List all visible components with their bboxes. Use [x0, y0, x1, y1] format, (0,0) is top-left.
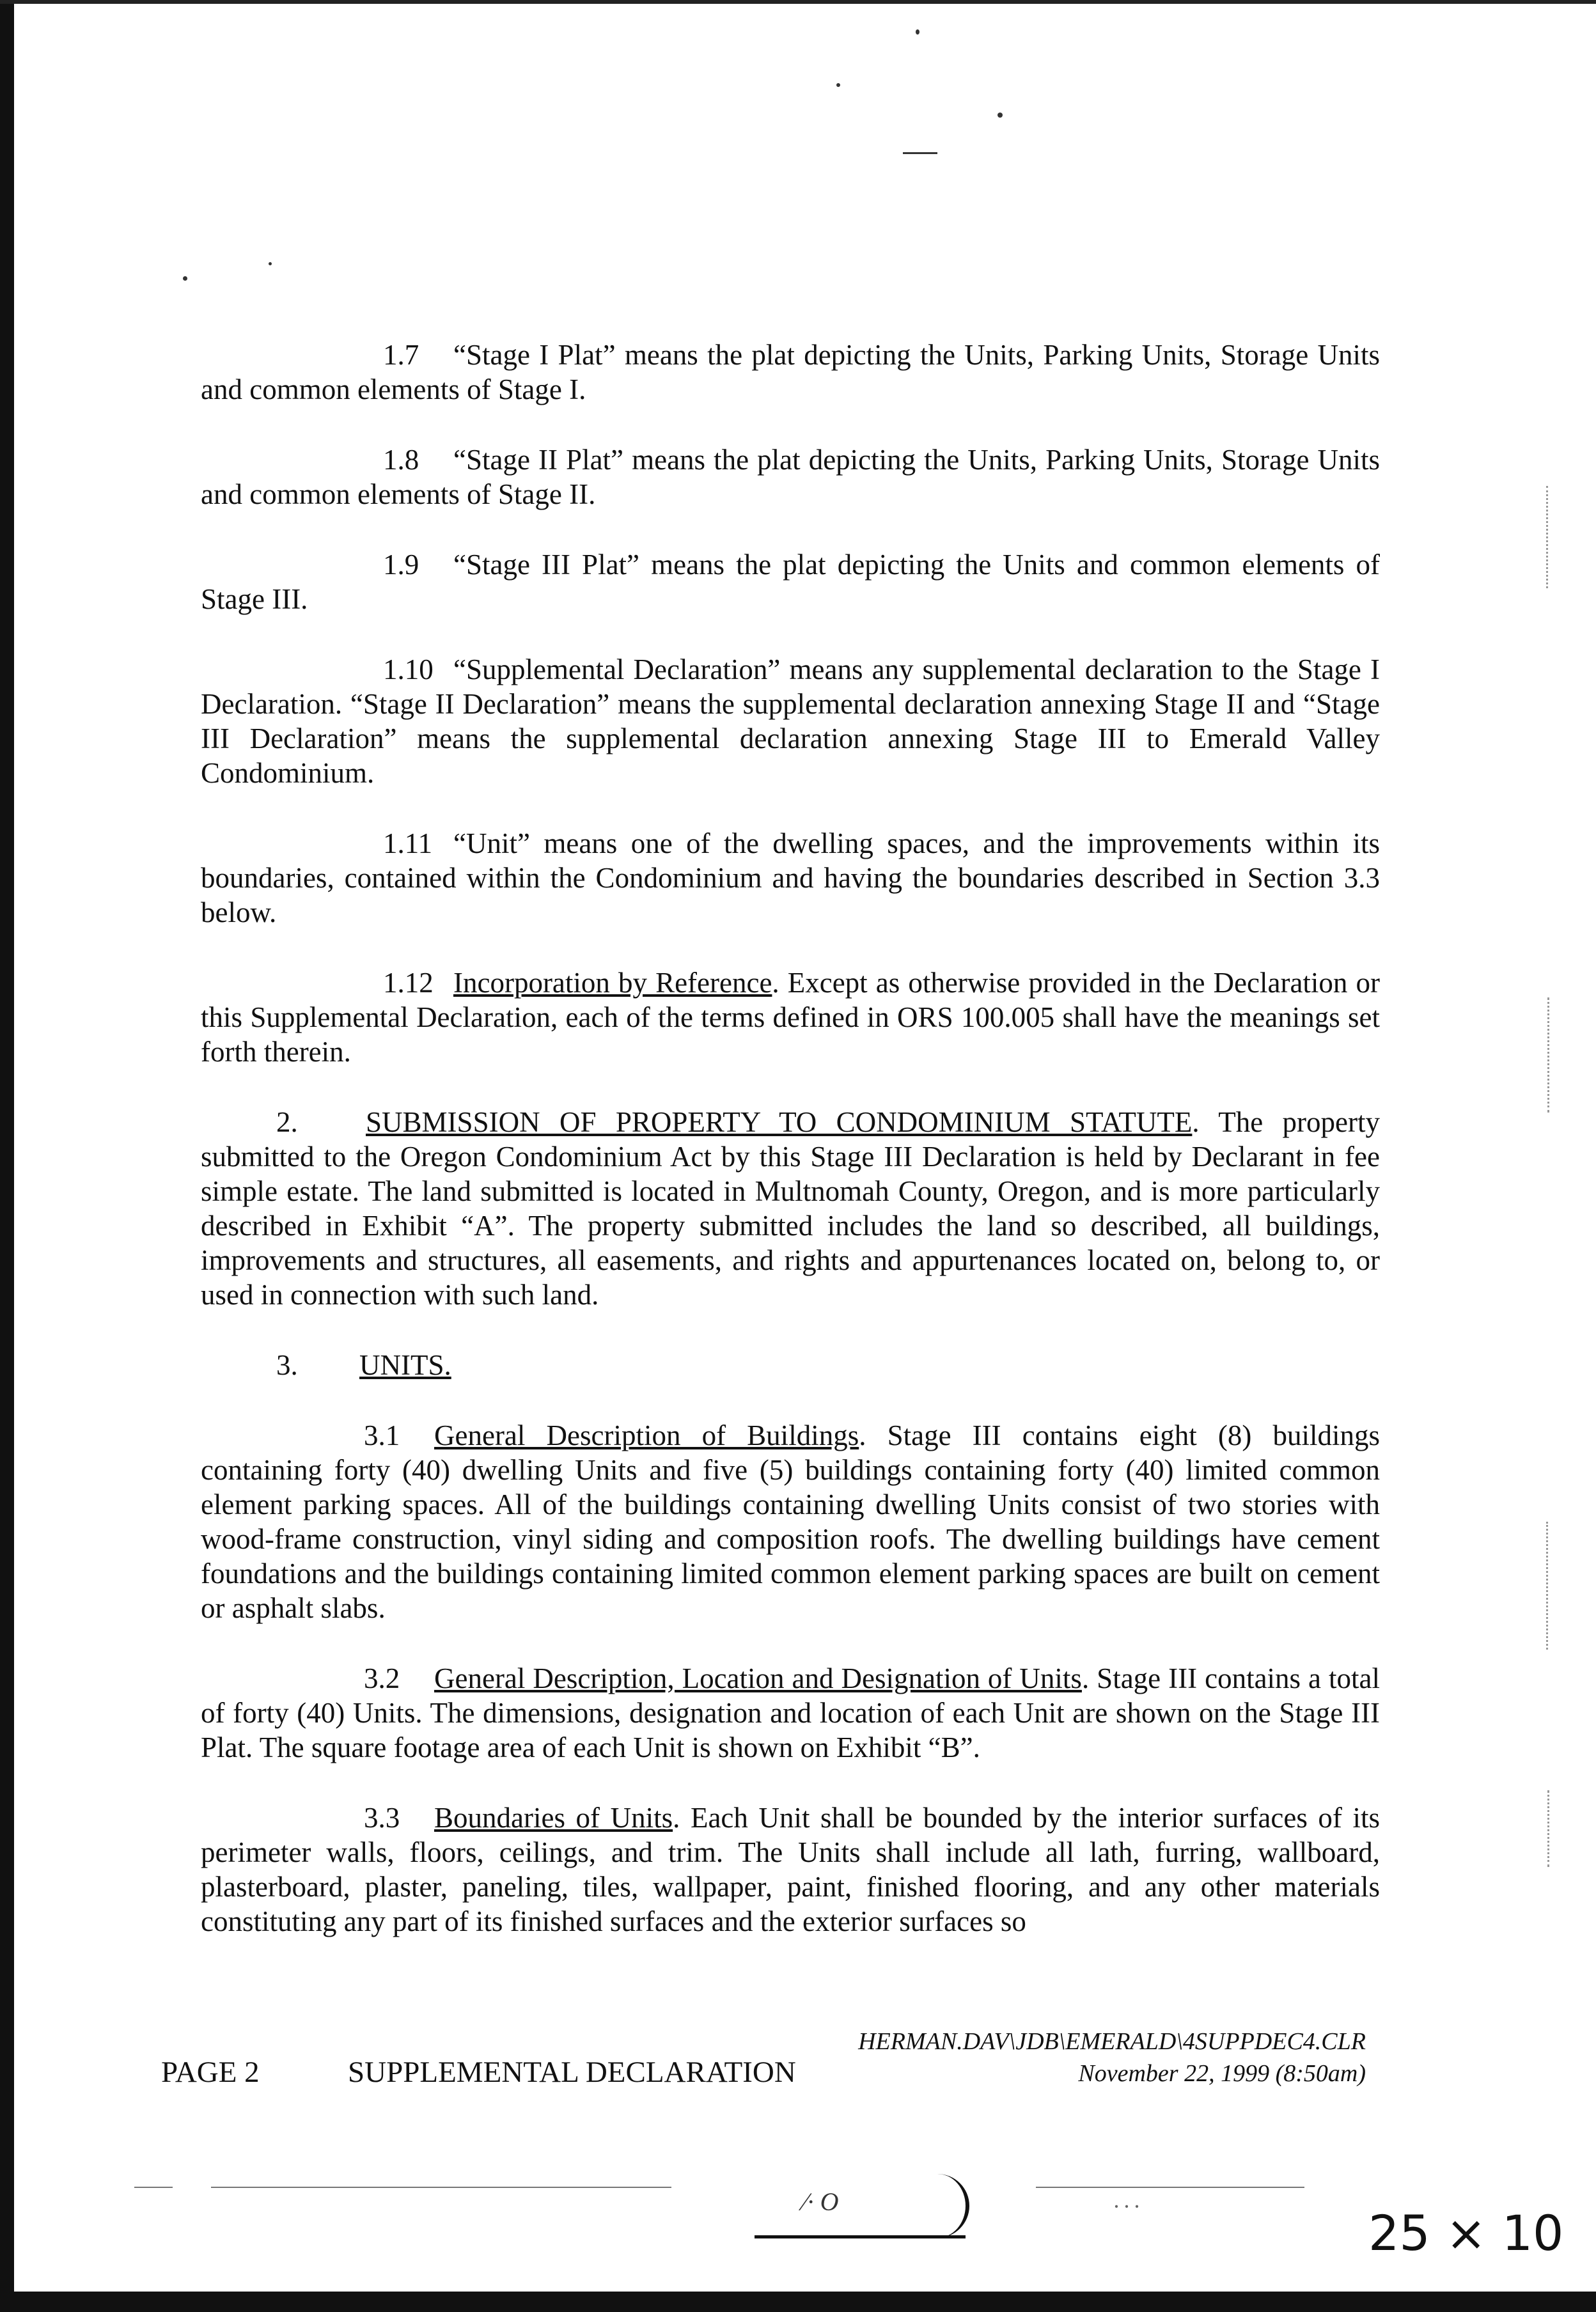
scan-speck	[997, 113, 1003, 118]
paragraph-3-2	[201, 1661, 1380, 1765]
paragraph-number: 1.8	[383, 444, 419, 476]
paragraph-heading: Boundaries of Units	[434, 1802, 673, 1834]
scan-margin-marks	[1546, 486, 1549, 588]
document-body	[201, 338, 1380, 1974]
scan-line	[1036, 2187, 1304, 2188]
scan-margin-marks	[1547, 1790, 1551, 1867]
paragraph-number: 3.3	[364, 1802, 400, 1834]
stamp-bracket	[755, 2174, 969, 2238]
footer-date: November 22, 1999 (8:50am)	[1078, 2060, 1366, 2087]
paragraph-heading: Incorporation by Reference	[453, 967, 772, 999]
paragraph-number: 3.2	[364, 1662, 400, 1694]
stamp-bracket-line	[755, 2235, 966, 2238]
paragraph-text: . Stage III contains a total of forty (40) Units. The dimensions, designation and location of each Unit are shown on the Stage III Plat. The square footage area of each Unit is shown on Exhibit “B”.	[201, 1662, 1380, 1763]
paragraph-3-3	[201, 1800, 1380, 1939]
section-heading-units	[276, 1348, 1380, 1382]
paragraph-1-8	[201, 442, 1380, 512]
paragraph-1-11	[201, 826, 1380, 930]
paragraph-number: 3.1	[364, 1419, 400, 1451]
paragraph-number: 1.9	[383, 549, 419, 581]
scan-line	[134, 2187, 173, 2188]
paragraph-heading: UNITS.	[359, 1349, 451, 1381]
scan-speck	[916, 29, 919, 35]
scan-left-edge	[0, 0, 14, 2312]
paragraph-2	[201, 1105, 1380, 1312]
paragraph-text: “Stage I Plat” means the plat depicting the Units, Parking Units, Storage Units and common elements of Stage I.	[201, 339, 1380, 405]
footer-file-path: HERMAN.DAV\JDB\EMERALD\4SUPPDEC4.CLR	[858, 2028, 1366, 2055]
paragraph-text: “Stage II Plat” means the plat depicting the Units, Parking Units, Storage Units and common elements of Stage II.	[201, 444, 1380, 510]
scan-speck	[836, 83, 840, 87]
paragraph-number: 1.11	[383, 827, 433, 859]
paragraph-heading: General Description, Location and Designation of Units	[434, 1662, 1082, 1694]
paragraph-text: . The property submitted to the Oregon Condominium Act by this Stage III Declaration is held by Declarant in fee simple estate. The land submitted is located in Multnomah County, Oregon, and is more particularly described in Exhibit “A”. The property submitted includes the land so described, all buildings, improvements and structures, all easements, and rights and appurtenances located on, belong to, or used in connection with such land.	[201, 1106, 1380, 1311]
paragraph-number: 3.	[276, 1349, 298, 1381]
paragraph-text: “Unit” means one of the dwelling spaces, and the improvements within its boundaries, contained within the Condominium and having the boundaries described in Section 3.3 below.	[201, 827, 1380, 928]
footer-document-title: SUPPLEMENTAL DECLARATION	[348, 2056, 796, 2089]
paragraph-text: . Each Unit shall be bounded by the interior surfaces of its perimeter walls, floors, ceilings, and trim. The Units shall include all lath, furring, wallboard, plasterboard, plaster, paneling, tiles, wallpaper, paint, finished flooring, and any other materials constituting any part of its finished surfaces and the exterior surfaces so	[201, 1802, 1380, 1937]
paragraph-heading: General Description of Buildings	[434, 1419, 859, 1451]
paragraph-number: 1.7	[383, 339, 419, 371]
paragraph-1-12	[201, 965, 1380, 1069]
scan-margin-marks	[1546, 1522, 1549, 1650]
paragraph-text: “Supplemental Declaration” means any supplemental declaration to the Stage I Declaration. “Stage II Declaration” means the supplemental declaration annexing Stage II and “Stage III Declaration” means the supplemental declaration annexing Stage III to Emerald Valley Condominium.	[201, 653, 1380, 789]
scan-speck	[183, 276, 187, 281]
footer-file-info	[858, 2026, 1366, 2089]
paragraph-3-1	[201, 1418, 1380, 1625]
paragraph-1-7	[201, 338, 1380, 407]
scan-speck	[269, 262, 272, 265]
paragraph-number: 1.10	[383, 653, 434, 685]
scan-bottom-edge	[0, 2292, 1596, 2312]
scan-margin-marks	[1547, 997, 1551, 1113]
stamp-number: 25 × 10	[1368, 2205, 1564, 2261]
scan-line	[211, 2187, 671, 2188]
paragraph-text: . Except as otherwise provided in the Declaration or this Supplemental Declaration, each of the terms defined in ORS 100.005 shall have the meanings set forth therein.	[201, 967, 1380, 1068]
scan-dash	[903, 152, 937, 154]
paragraph-text: . Stage III contains eight (8) buildings containing forty (40) dwelling Units and five (5) buildings containing forty (40) limited common element parking spaces. All of the buildings containing dwelling Units consist of two stories with wood-frame construction, vinyl siding and composition roofs. The dwelling buildings have cement foundations and the buildings containing limited common element parking spaces are built on cement or asphalt slabs.	[201, 1419, 1380, 1624]
paragraph-number: 2.	[276, 1106, 298, 1138]
stamp-scribble: ⁄· O	[803, 2187, 839, 2216]
footer-page-number: PAGE 2	[161, 2056, 260, 2089]
paragraph-number: 1.12	[383, 967, 434, 999]
stamp-smudge: ···	[1113, 2194, 1143, 2219]
scan-top-edge	[0, 0, 1596, 4]
paragraph-text: “Stage III Plat” means the plat depicting the Units and common elements of Stage III.	[201, 549, 1380, 615]
paragraph-heading: SUBMISSION OF PROPERTY TO CONDOMINIUM STATUTE	[366, 1106, 1193, 1138]
paragraph-1-9	[201, 547, 1380, 616]
paragraph-1-10	[201, 652, 1380, 790]
